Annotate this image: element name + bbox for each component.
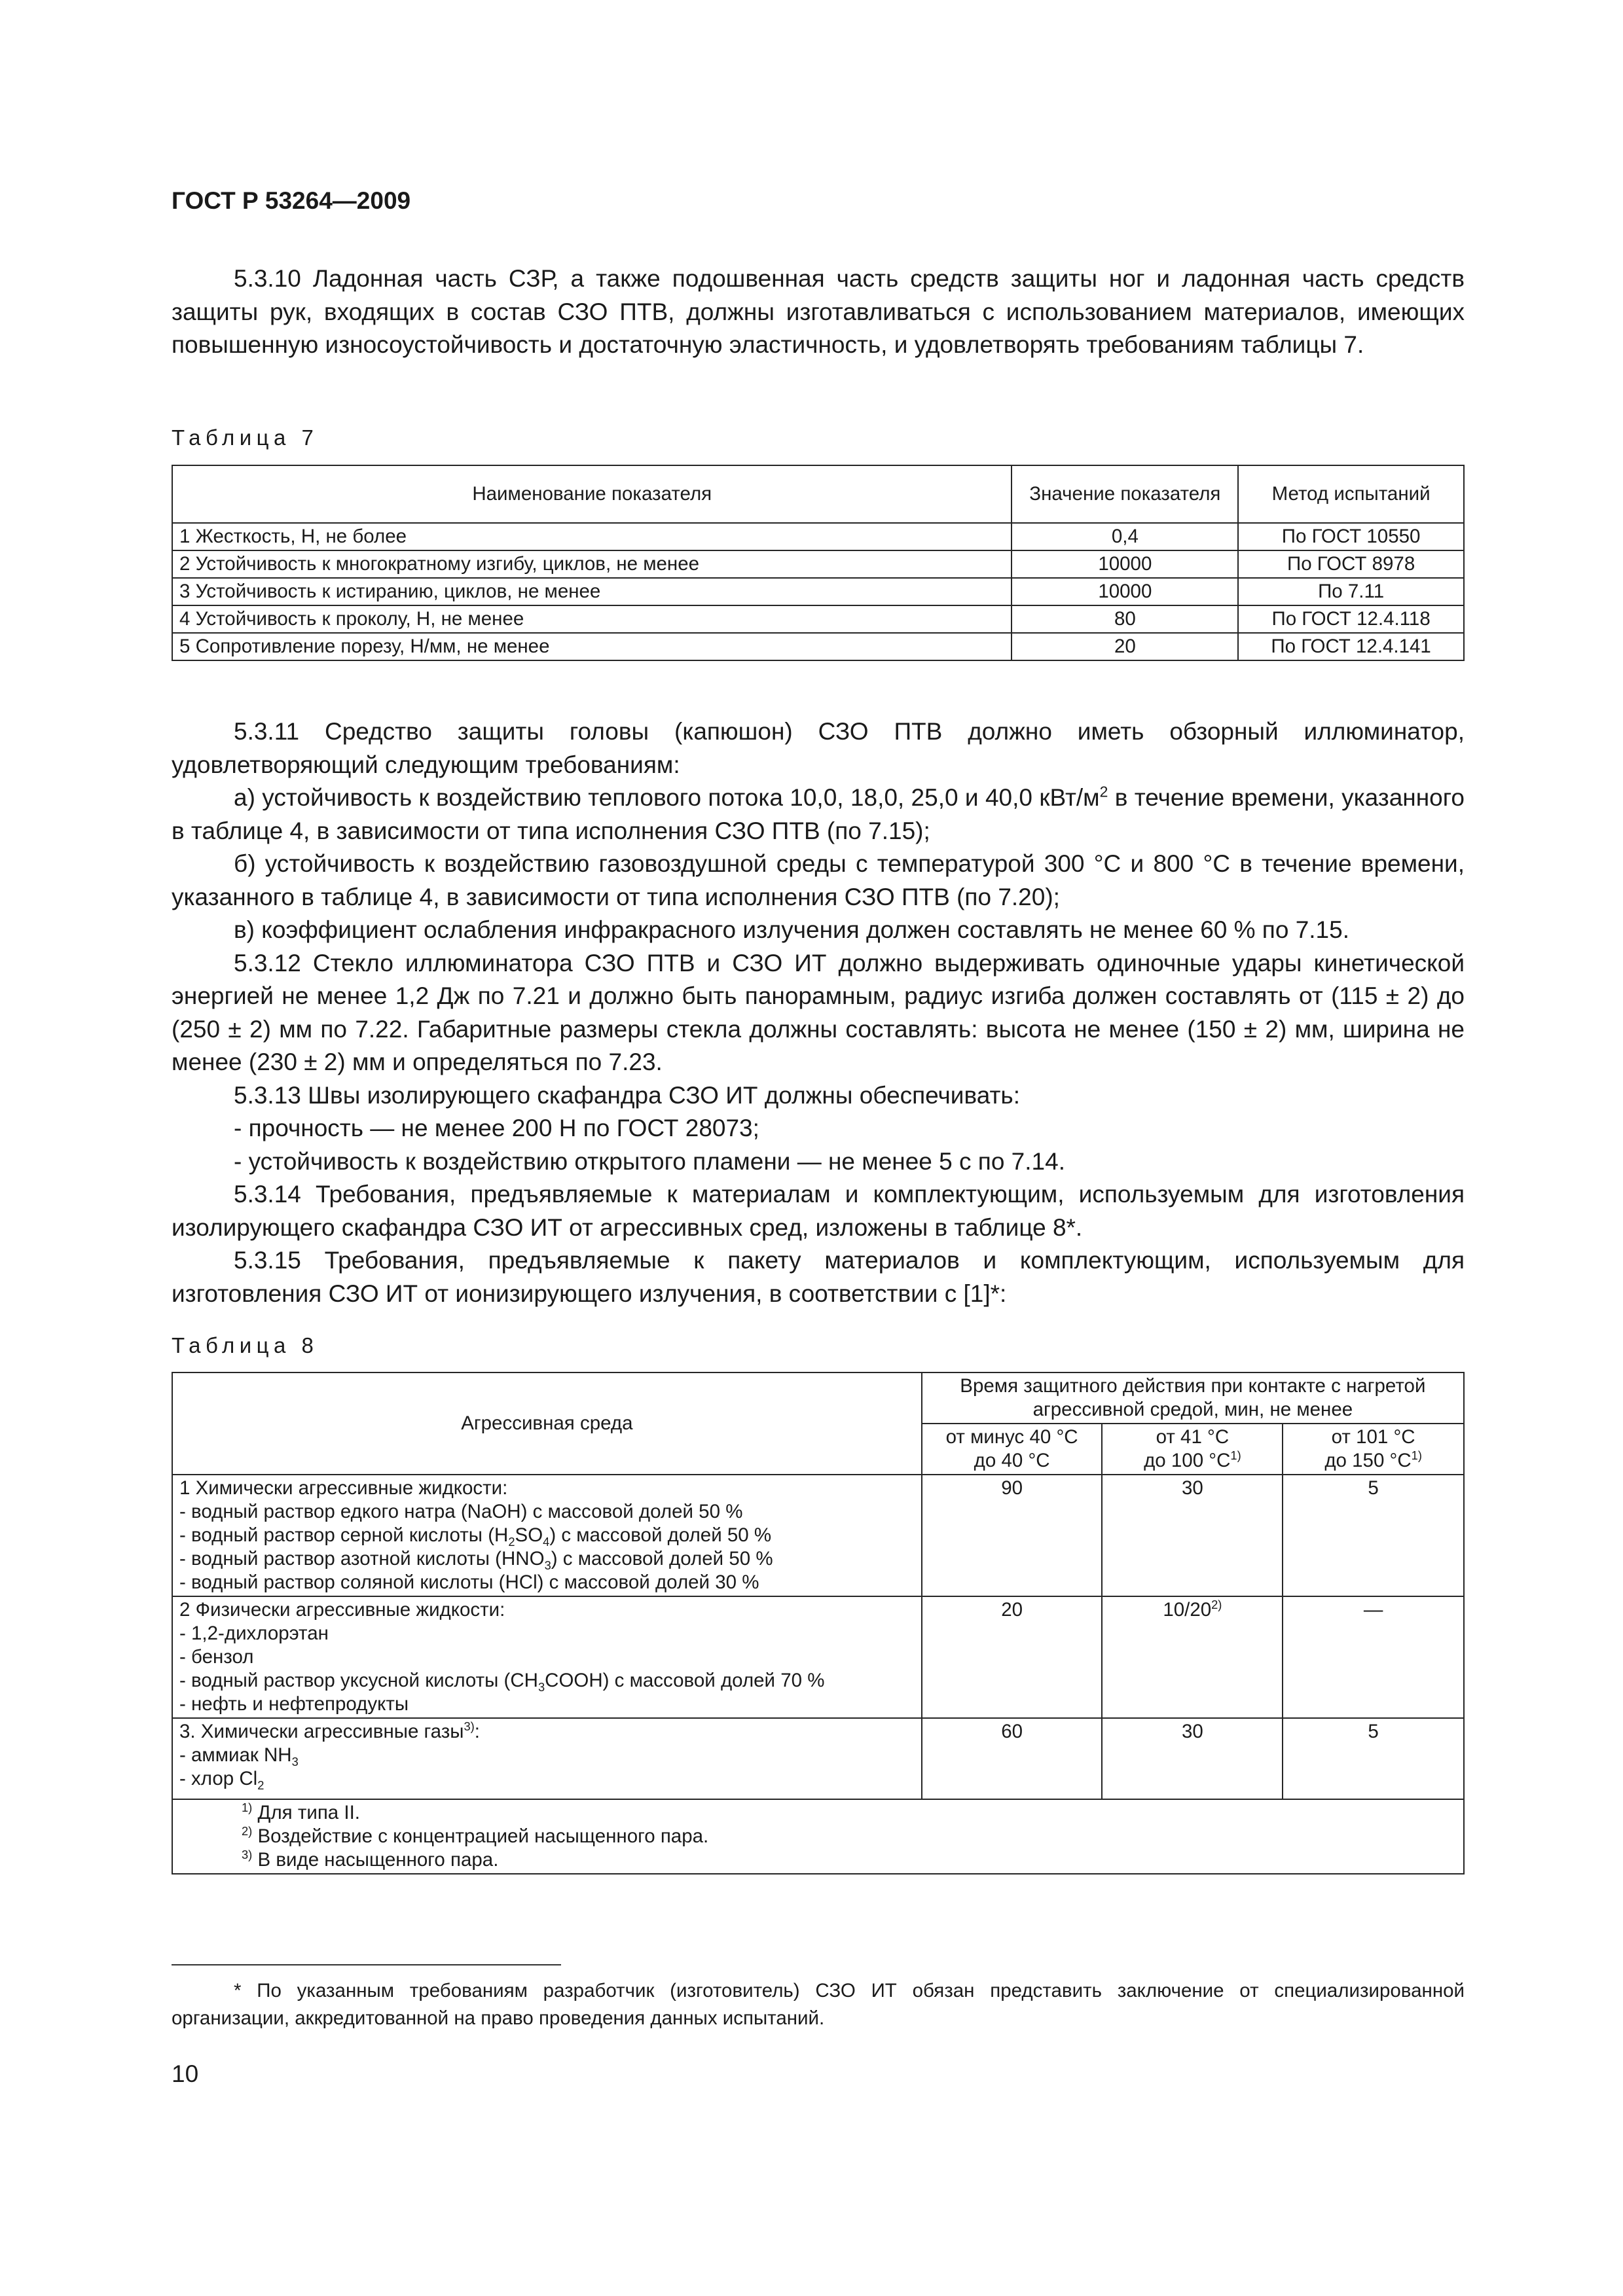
subscript: 3 xyxy=(544,1558,551,1572)
table-row xyxy=(172,1718,1464,1799)
sections-block xyxy=(172,715,1465,1310)
group-3-title-colon: : xyxy=(474,1721,480,1742)
table-row xyxy=(172,605,1464,633)
col-2-line-2 xyxy=(1109,1449,1275,1473)
table-cell-method: По ГОСТ 12.4.141 xyxy=(1238,633,1464,660)
group-1-value-1: 90 xyxy=(922,1475,1103,1596)
group-3-cell xyxy=(172,1718,922,1799)
group-3-value-1: 60 xyxy=(922,1718,1103,1799)
table-note-3 xyxy=(242,1848,1457,1872)
group-3-title-text: 3. Химически агрессивные газы xyxy=(179,1721,464,1742)
nh3-text: - аммиак NH xyxy=(179,1744,292,1766)
table-8-header-col-2 xyxy=(1102,1424,1283,1475)
table-note-1-text: Для типа II. xyxy=(257,1802,360,1823)
cl2-text: - хлор Cl xyxy=(179,1768,258,1789)
group-1-value-3: 5 xyxy=(1283,1475,1464,1596)
paragraph-5-3-10: 5.3.10 Ладонная часть СЗР, а также подошвенная часть средств защиты ног и ладонная часть средств защиты рук, входящих в состав СЗО ПТВ, должны изготавливаться с использованием материалов, имеющих повышенную износоустойчивость и достаточную эластичность, и удовлетворять требованиям таблицы 7. xyxy=(172,265,1465,358)
acetic-text-b: COOH) с массовой долей 70 % xyxy=(545,1670,825,1691)
hno3-text-a: - водный раствор азотной кислоты (HNO xyxy=(179,1548,545,1570)
paragraph-5-3-15: 5.3.15 Требования, предъявляемые к пакету материалов и комплектующим, используемым для изготовления СЗО ИТ от ионизирующего излучения, в соответствии с [1]*: xyxy=(172,1247,1465,1307)
col-2-line-1: от 41 °С xyxy=(1156,1426,1230,1448)
table-row xyxy=(172,578,1464,605)
table-8 xyxy=(172,1372,1465,1874)
group-1-cell xyxy=(172,1475,922,1596)
table-row xyxy=(172,523,1464,550)
table-8-notes-row xyxy=(172,1799,1464,1874)
col-2-line-2-text: до 100 °С xyxy=(1144,1450,1231,1471)
table-note-2-text: Воздействие с концентрацией насыщенного пара. xyxy=(257,1825,709,1847)
h2so4-text-b: SO xyxy=(515,1524,543,1546)
table-cell-value: 20 xyxy=(1012,633,1238,660)
table-cell-value: 10000 xyxy=(1012,578,1238,605)
note-ref-1: 1) xyxy=(1411,1448,1422,1463)
footnote-divider xyxy=(172,1964,561,1965)
h2so4-text-c: ) с массовой долей 50 % xyxy=(549,1524,772,1546)
col-3-line-1: от 101 °С xyxy=(1331,1426,1415,1448)
paragraph-flame: - устойчивость к воздействию открытого пламени — не менее 5 с по 7.14. xyxy=(234,1147,1065,1175)
note-ref-2: 2) xyxy=(1211,1598,1222,1612)
table-row xyxy=(172,1475,1464,1596)
hno3-text-b: ) с массовой долей 50 % xyxy=(551,1548,773,1570)
table-note-1 xyxy=(242,1801,1457,1825)
paragraph-v: в) коэффициент ослабления инфракрасного излучения должен составлять не менее 60 % по 7.15. xyxy=(234,916,1349,943)
table-cell-value: 10000 xyxy=(1012,550,1238,578)
paragraph-5-3-13: 5.3.13 Швы изолирующего скафандра СЗО ИТ должны обеспечивать: xyxy=(234,1081,1020,1109)
col-3-line-2-text: до 150 °С xyxy=(1324,1450,1412,1471)
superscript-2: 2 xyxy=(1099,783,1108,800)
table-cell-value: 80 xyxy=(1012,605,1238,633)
table-8-header-col-1 xyxy=(922,1424,1103,1475)
group-2-value-2 xyxy=(1102,1596,1283,1718)
paragraph-5-3-10-block xyxy=(172,262,1465,362)
group-2-dce: - 1,2-дихлорэтан xyxy=(179,1623,329,1644)
paragraph-b: б) устойчивость к воздействию газовоздушной среды с температурой 300 °С и 800 °С в течение времени, указанного в таблице 4, в зависимости от типа исполнения СЗО ПТВ (по 7.20); xyxy=(172,850,1465,910)
paragraph-5-3-12: 5.3.12 Стекло иллюминатора СЗО ПТВ и СЗО ИТ должно выдерживать одиночные удары кинетической энергией не менее 1,2 Дж по 7.21 и должно быть панорамным, радиус изгиба должен составлять от (115 ± 2) до (250 ± 2) мм по 7.22. Габаритные размеры стекла должны составлять: высота не менее (150 ± 2) мм, ширина не менее (230 ± 2) мм и определяться по 7.23. xyxy=(172,949,1465,1075)
group-1-title: 1 Химически агрессивные жидкости: xyxy=(179,1477,508,1499)
table-7-header-row xyxy=(172,465,1464,523)
footnote xyxy=(172,1977,1465,2032)
table-cell-method: По ГОСТ 12.4.118 xyxy=(1238,605,1464,633)
table-cell-name: 5 Сопротивление порезу, Н/мм, не менее xyxy=(172,633,1012,660)
col-1-line-2: до 40 °С xyxy=(974,1450,1050,1471)
group-2-value-3: — xyxy=(1283,1596,1464,1718)
page-number: 10 xyxy=(172,2060,199,2087)
paragraph-a xyxy=(172,781,1465,848)
col-1-line-1: от минус 40 °С xyxy=(945,1426,1078,1448)
note-marker-3: 3) xyxy=(242,1848,253,1862)
subscript: 3 xyxy=(291,1754,299,1768)
table-cell-method: По ГОСТ 10550 xyxy=(1238,523,1464,550)
group-2-acetic xyxy=(179,1669,915,1693)
table-cell-name: 2 Устойчивость к многократному изгибу, циклов, не менее xyxy=(172,550,1012,578)
acetic-text-a: - водный раствор уксусной кислоты (CH xyxy=(179,1670,538,1691)
note-ref-3: 3) xyxy=(464,1719,475,1734)
group-2-title: 2 Физически агрессивные жидкости: xyxy=(179,1599,505,1621)
group-3-value-3: 5 xyxy=(1283,1718,1464,1799)
table-8-header-row-1 xyxy=(172,1372,1464,1424)
note-marker-1: 1) xyxy=(242,1801,253,1815)
group-1-h2so4 xyxy=(179,1524,915,1547)
group-3-value-2: 30 xyxy=(1102,1718,1283,1799)
group-2-cell xyxy=(172,1596,922,1718)
group-2-oil: - нефть и нефтепродукты xyxy=(179,1693,409,1715)
table-8-header-col-3 xyxy=(1283,1424,1464,1475)
table-8-notes xyxy=(172,1799,1464,1874)
paragraph-5-3-14: 5.3.14 Требования, предъявляемые к материалам и комплектующим, используемым для изготовления изолирующего скафандра СЗО ИТ от агрессивных сред, изложены в таблице 8*. xyxy=(172,1181,1465,1241)
group-2-benzene: - бензол xyxy=(179,1646,254,1668)
table-8-header-medium: Агрессивная среда xyxy=(172,1372,922,1475)
col-3-line-2 xyxy=(1290,1449,1457,1473)
table-cell-value: 0,4 xyxy=(1012,523,1238,550)
document-code: ГОСТ Р 53264—2009 xyxy=(172,187,411,214)
group-1-hno3 xyxy=(179,1547,915,1571)
table-7-header-name: Наименование показателя xyxy=(172,465,1012,523)
table-7-caption: Таблица 7 xyxy=(172,425,319,450)
table-8-header-time: Время защитного действия при контакте с нагретой агрессивной средой, мин, не менее xyxy=(922,1372,1464,1424)
table-cell-name: 1 Жесткость, Н, не более xyxy=(172,523,1012,550)
group-1-value-2: 30 xyxy=(1102,1475,1283,1596)
group-1-hcl: - водный раствор соляной кислоты (HCl) с массовой долей 30 % xyxy=(179,1571,759,1593)
paragraph-a-tail: в течение времени, указанного в таблице 4, в зависимости от типа исполнения СЗО ПТВ (по 7.15); xyxy=(172,784,1465,844)
table-cell-method: По ГОСТ 8978 xyxy=(1238,550,1464,578)
group-2-value-1: 20 xyxy=(922,1596,1103,1718)
table-7-header-value: Значение показателя xyxy=(1012,465,1238,523)
table-cell-method: По 7.11 xyxy=(1238,578,1464,605)
table-row xyxy=(172,550,1464,578)
table-8-caption: Таблица 8 xyxy=(172,1333,319,1357)
group-3-cl2 xyxy=(179,1767,915,1791)
subscript: 3 xyxy=(538,1679,545,1694)
table-row xyxy=(172,1596,1464,1718)
group-3-nh3 xyxy=(179,1744,915,1767)
paragraph-strength: - прочность — не менее 200 Н по ГОСТ 28073; xyxy=(234,1115,759,1141)
subscript: 4 xyxy=(543,1534,550,1549)
table-cell-name: 4 Устойчивость к проколу, Н, не менее xyxy=(172,605,1012,633)
table-note-2 xyxy=(242,1825,1457,1848)
table-7 xyxy=(172,465,1465,661)
table-7-header-method: Метод испытаний xyxy=(1238,465,1464,523)
subscript: 2 xyxy=(508,1534,515,1549)
h2so4-text-a: - водный раствор серной кислоты (H xyxy=(179,1524,509,1546)
paragraph-5-3-11: 5.3.11 Средство защиты головы (капюшон) СЗО ПТВ должно иметь обзорный иллюминатор, удовлетворяющий следующим требованиям: xyxy=(172,718,1465,778)
group-1-naoh: - водный раствор едкого натра (NaOH) с массовой долей 50 % xyxy=(179,1501,743,1522)
group-2-value-2-text: 10/20 xyxy=(1163,1599,1212,1621)
subscript: 2 xyxy=(257,1778,264,1792)
note-marker-2: 2) xyxy=(242,1824,253,1839)
table-note-3-text: В виде насыщенного пара. xyxy=(257,1849,499,1871)
table-row xyxy=(172,633,1464,660)
paragraph-a-text: а) устойчивость к воздействию теплового потока 10,0, 18,0, 25,0 и 40,0 кВт/м xyxy=(234,784,1100,811)
footnote-text: * По указанным требованиям разработчик (изготовитель) СЗО ИТ обязан представить заключение от специализированной организации, аккредитованной на право проведения данных испытаний. xyxy=(172,1980,1465,2029)
table-cell-name: 3 Устойчивость к истиранию, циклов, не менее xyxy=(172,578,1012,605)
note-ref-1: 1) xyxy=(1230,1448,1241,1463)
group-3-title xyxy=(179,1720,915,1744)
